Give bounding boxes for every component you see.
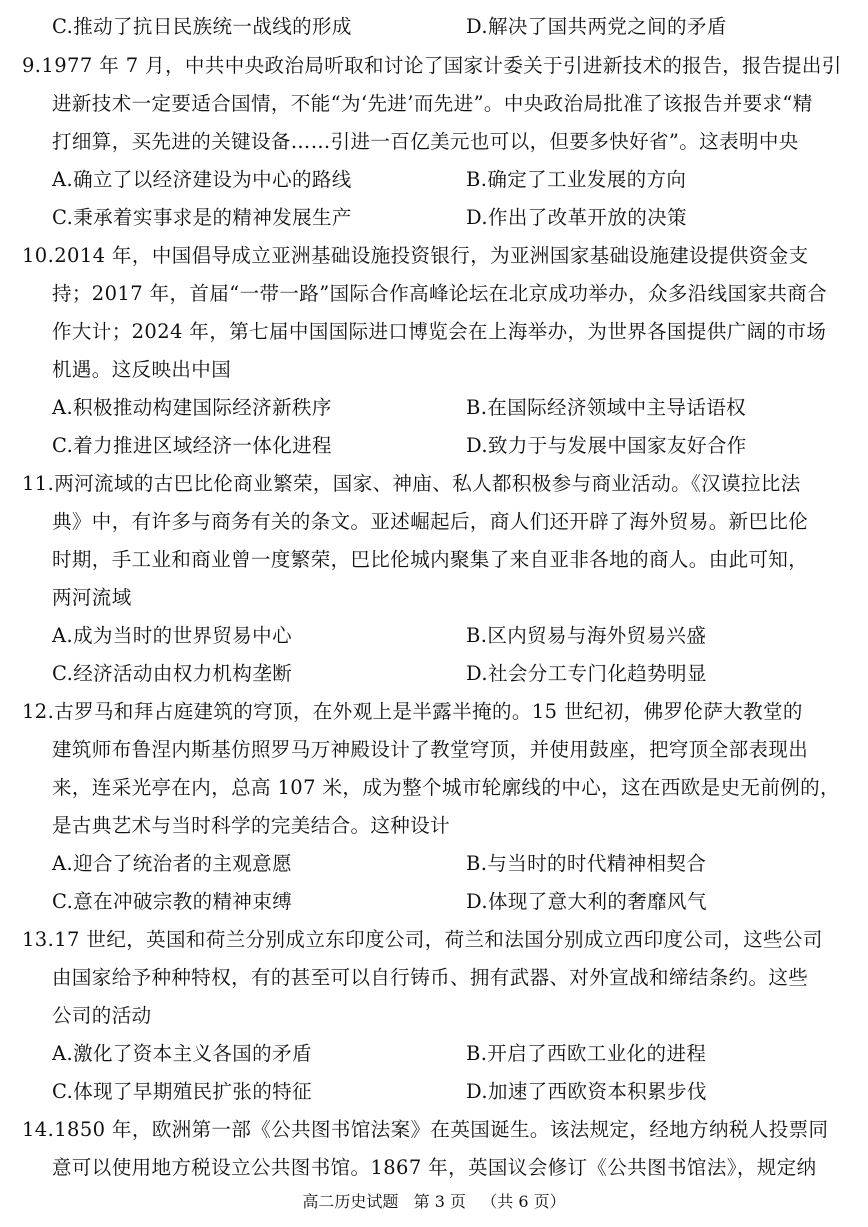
q11-stem-line-2: 典》中，有许多与商务有关的条文。亚述崛起后，商人们还开辟了海外贸易。新巴比伦 bbox=[52, 510, 809, 533]
q11-option-b: B.区内贸易与海外贸易兴盛 bbox=[466, 624, 707, 647]
page-footer: 高二历史试题 第 3 页 （共 6 页） bbox=[302, 1192, 566, 1211]
q10-option-c: C.着力推进区域经济一体化进程 bbox=[52, 434, 332, 457]
q9-stem-line-3: 打细算，买先进的关键设备……引进一百亿美元也可以，但要多快好省”。这表明中央 bbox=[52, 130, 799, 153]
q13-stem-line-2: 由国家给予种种特权，有的甚至可以自行铸币、拥有武器、对外宣战和缔结条约。这些 bbox=[52, 966, 809, 989]
q13-option-c: C.体现了早期殖民扩张的特征 bbox=[52, 1080, 313, 1103]
q11-option-d: D.社会分工专门化趋势明显 bbox=[466, 662, 707, 685]
q12-stem-line-3: 来，连采光亭在内，总高 107 米，成为整个城市轮廓线的中心，这在西欧是史无前例的， bbox=[52, 776, 840, 799]
q9-option-d: D.作出了改革开放的决策 bbox=[466, 206, 687, 229]
q12-option-b: B.与当时的时代精神相契合 bbox=[466, 852, 707, 875]
q11-option-a: A.成为当时的世界贸易中心 bbox=[52, 624, 292, 647]
q11-option-c: C.经济活动由权力机构垄断 bbox=[52, 662, 293, 685]
q10-stem-line-3: 作大计；2024 年，第七届中国国际进口博览会在上海举办，为世界各国提供广阔的市场 bbox=[52, 320, 827, 343]
q10-option-d: D.致力于与发展中国家友好合作 bbox=[466, 434, 747, 457]
q13-stem-line-1: 13.17 世纪，英国和荷兰分别成立东印度公司，荷兰和法国分别成立西印度公司，这些公司 bbox=[22, 928, 823, 951]
q9-option-c: C.秉承着实事求是的精神发展生产 bbox=[52, 206, 352, 229]
q12-stem-line-4: 是古典艺术与当时科学的完美结合。这种设计 bbox=[52, 814, 451, 837]
q11-stem-line-3: 时期，手工业和商业曾一度繁荣，巴比伦城内聚集了来自亚非各地的商人。由此可知， bbox=[52, 548, 809, 571]
q10-option-a: A.积极推动构建国际经济新秩序 bbox=[52, 396, 332, 419]
q9-option-b: B.确定了工业发展的方向 bbox=[466, 168, 687, 191]
q9-option-a: A.确立了以经济建设为中心的路线 bbox=[52, 168, 352, 191]
q13-option-a: A.激化了资本主义各国的矛盾 bbox=[52, 1042, 312, 1065]
q10-stem-line-4: 机遇。这反映出中国 bbox=[52, 358, 232, 381]
q11-stem-line-1: 11.两河流域的古巴比伦商业繁荣，国家、神庙、私人都积极参与商业活动。《汉谟拉比法 bbox=[22, 472, 801, 495]
q14-stem-line-2: 意可以使用地方税设立公共图书馆。1867 年，英国议会修订《公共图书馆法》，规定纳 bbox=[52, 1156, 817, 1179]
q14-stem-line-1: 14.1850 年，欧洲第一部《公共图书馆法案》在英国诞生。该法规定，经地方纳税人投票同 bbox=[22, 1118, 829, 1141]
q13-option-d: D.加速了西欧资本积累步伐 bbox=[466, 1080, 707, 1103]
q9-stem-line-2: 进新技术一定要适合国情，不能“为‘先进’而先进”。中央政治局批准了该报告并要求“精 bbox=[52, 92, 813, 115]
q8-option-d: D.解决了国共两党之间的矛盾 bbox=[466, 15, 727, 38]
q13-stem-line-3: 公司的活动 bbox=[52, 1004, 152, 1027]
q12-stem-line-2: 建筑师布鲁涅内斯基仿照罗马万神殿设计了教堂穹顶，并使用鼓座，把穹顶全部表现出 bbox=[52, 738, 809, 761]
q13-option-b: B.开启了西欧工业化的进程 bbox=[466, 1042, 707, 1065]
q10-stem-line-1: 10.2014 年，中国倡导成立亚洲基础设施投资银行，为亚洲国家基础设施建设提供资金支 bbox=[22, 244, 809, 267]
q11-stem-line-4: 两河流域 bbox=[52, 586, 132, 609]
q12-stem-line-1: 12.古罗马和拜占庭建筑的穹顶，在外观上是半露半掩的。15 世纪初，佛罗伦萨大教堂的 bbox=[22, 700, 803, 723]
q10-option-b: B.在国际经济领域中主导话语权 bbox=[466, 396, 747, 419]
q10-stem-line-2: 持；2017 年，首届“一带一路”国际合作高峰论坛在北京成功举办，众多沿线国家共商合 bbox=[52, 282, 828, 305]
q12-option-d: D.体现了意大利的奢靡风气 bbox=[466, 890, 707, 913]
q12-option-a: A.迎合了统治者的主观意愿 bbox=[52, 852, 292, 875]
q9-stem-line-1: 9.1977 年 7 月，中共中央政治局听取和讨论了国家计委关于引进新技术的报告，报告提出引 bbox=[22, 54, 842, 77]
q12-option-c: C.意在冲破宗教的精神束缚 bbox=[52, 890, 293, 913]
q8-option-c: C.推动了抗日民族统一战线的形成 bbox=[52, 15, 352, 38]
